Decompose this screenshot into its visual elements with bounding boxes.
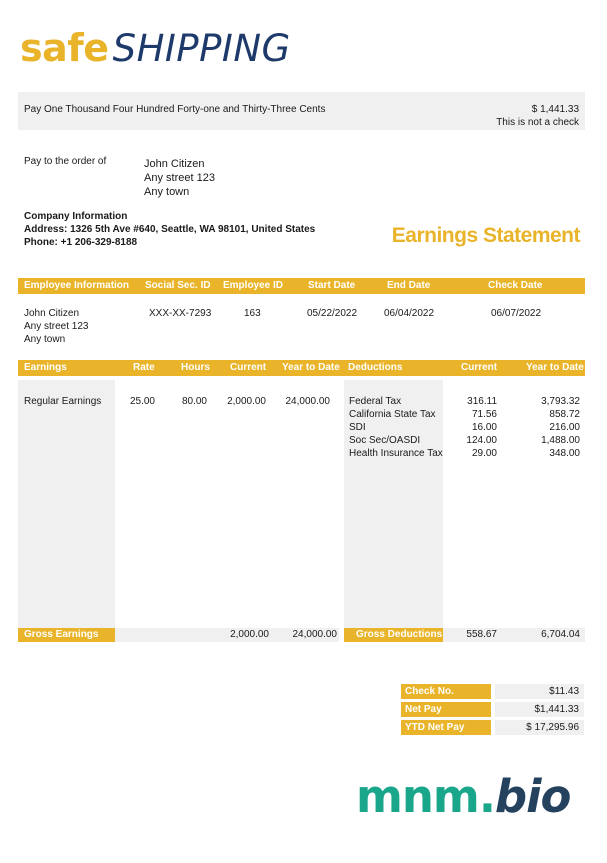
gross-deductions-ytd: 6,704.04 [541, 629, 580, 640]
employee-street: Any street 123 [24, 321, 89, 332]
gross-earnings-label: Gross Earnings [18, 628, 115, 642]
header-rate: Rate [133, 362, 155, 373]
deduction-current: 316.11 [467, 396, 497, 407]
statement-title: Earnings Statement [391, 224, 580, 247]
gross-deductions-label: Gross Deductions [344, 628, 443, 642]
end-date: 06/04/2022 [384, 308, 435, 319]
net-pay-value: $1,441.33 [495, 702, 584, 717]
company-info [24, 210, 315, 249]
payee-town: Any town [144, 186, 190, 198]
header-deduction-current: Current [461, 362, 498, 373]
not-a-check-note: This is not a check [496, 117, 579, 128]
header-employee-id: Employee ID [223, 280, 284, 291]
employee-town: Any town [24, 334, 66, 345]
watermark-mnm: mnm. [356, 770, 495, 823]
deduction-current: 29.00 [471, 448, 497, 459]
company-address: Address: 1326 5th Ave #640, Seattle, WA 98101, United States [24, 224, 316, 235]
header-earnings-ytd: Year to Date [282, 362, 340, 373]
logo-safe-text: safe [20, 26, 109, 70]
earnings-name-column [18, 380, 115, 628]
employee-name: John Citizen [24, 308, 80, 319]
net-pay-label: Net Pay [401, 702, 491, 717]
company-heading: Company Information [24, 211, 128, 222]
payee-block [144, 157, 215, 199]
deduction-ytd: 1,488.00 [541, 435, 580, 446]
earning-current: 2,000.00 [227, 396, 266, 407]
header-start-date: Start Date [308, 280, 356, 291]
pay-amount-line [18, 92, 585, 130]
gross-earnings-current: 2,000.00 [230, 629, 269, 640]
payee-name: John Citizen [144, 158, 205, 170]
ytd-net-pay-label: YTD Net Pay [401, 720, 491, 735]
header-end-date: End Date [387, 280, 431, 291]
earning-rate: 25.00 [129, 396, 155, 407]
pay-amount: $ 1,441.33 [531, 104, 579, 115]
deduction-current: 124.00 [466, 435, 497, 446]
header-earnings: Earnings [24, 362, 67, 373]
header-ssn: Social Sec. ID [145, 280, 211, 291]
start-date: 05/22/2022 [307, 308, 358, 319]
payee-street: Any street 123 [144, 172, 215, 184]
header-deduction-ytd: Year to Date [526, 362, 584, 373]
deduction-ytd: 216.00 [549, 422, 580, 433]
header-employee-info: Employee Information [24, 280, 130, 291]
deduction-current: 71.56 [471, 409, 497, 420]
deduction-name: Health Insurance Tax [349, 448, 443, 459]
earning-name: Regular Earnings [24, 396, 102, 407]
deduction-ytd: 3,793.32 [541, 396, 580, 407]
check-no-label: Check No. [401, 684, 491, 699]
header-hours: Hours [181, 362, 210, 373]
ytd-net-pay-value: $ 17,295.96 [495, 720, 584, 735]
deduction-name: Soc Sec/OASDI [349, 435, 421, 446]
deduction-name: SDI [349, 422, 366, 433]
amount-in-words: Pay One Thousand Four Hundred Forty-one and Thirty-Three Cents [24, 104, 326, 115]
gross-earnings-ytd: 24,000.00 [292, 629, 337, 640]
deduction-ytd: 348.00 [549, 448, 580, 459]
header-current: Current [230, 362, 267, 373]
earnings-header-bar [18, 360, 585, 376]
deduction-ytd: 858.72 [549, 409, 580, 420]
check-date: 06/07/2022 [491, 308, 542, 319]
gross-deductions-current: 558.67 [466, 629, 497, 640]
site-watermark [356, 770, 570, 823]
earning-hours: 80.00 [181, 396, 207, 407]
company-phone: Phone: +1 206-329-8188 [24, 237, 138, 248]
check-no-value: $11.43 [495, 684, 584, 699]
company-logo [20, 26, 291, 70]
logo-shipping-text: SHIPPING [112, 27, 291, 70]
pay-to-label: Pay to the order of [24, 156, 107, 167]
deduction-name: Federal Tax [349, 396, 402, 407]
employee-ssn: XXX-XX-7293 [149, 308, 212, 319]
watermark-bio: bio [494, 770, 571, 823]
deduction-current: 16.00 [471, 422, 497, 433]
earning-ytd: 24,000.00 [285, 396, 330, 407]
header-check-date: Check Date [488, 280, 543, 291]
employee-header-bar [18, 278, 585, 294]
deduction-name: California State Tax [349, 409, 436, 420]
employee-id: 163 [244, 308, 261, 319]
header-deductions: Deductions [348, 362, 403, 373]
